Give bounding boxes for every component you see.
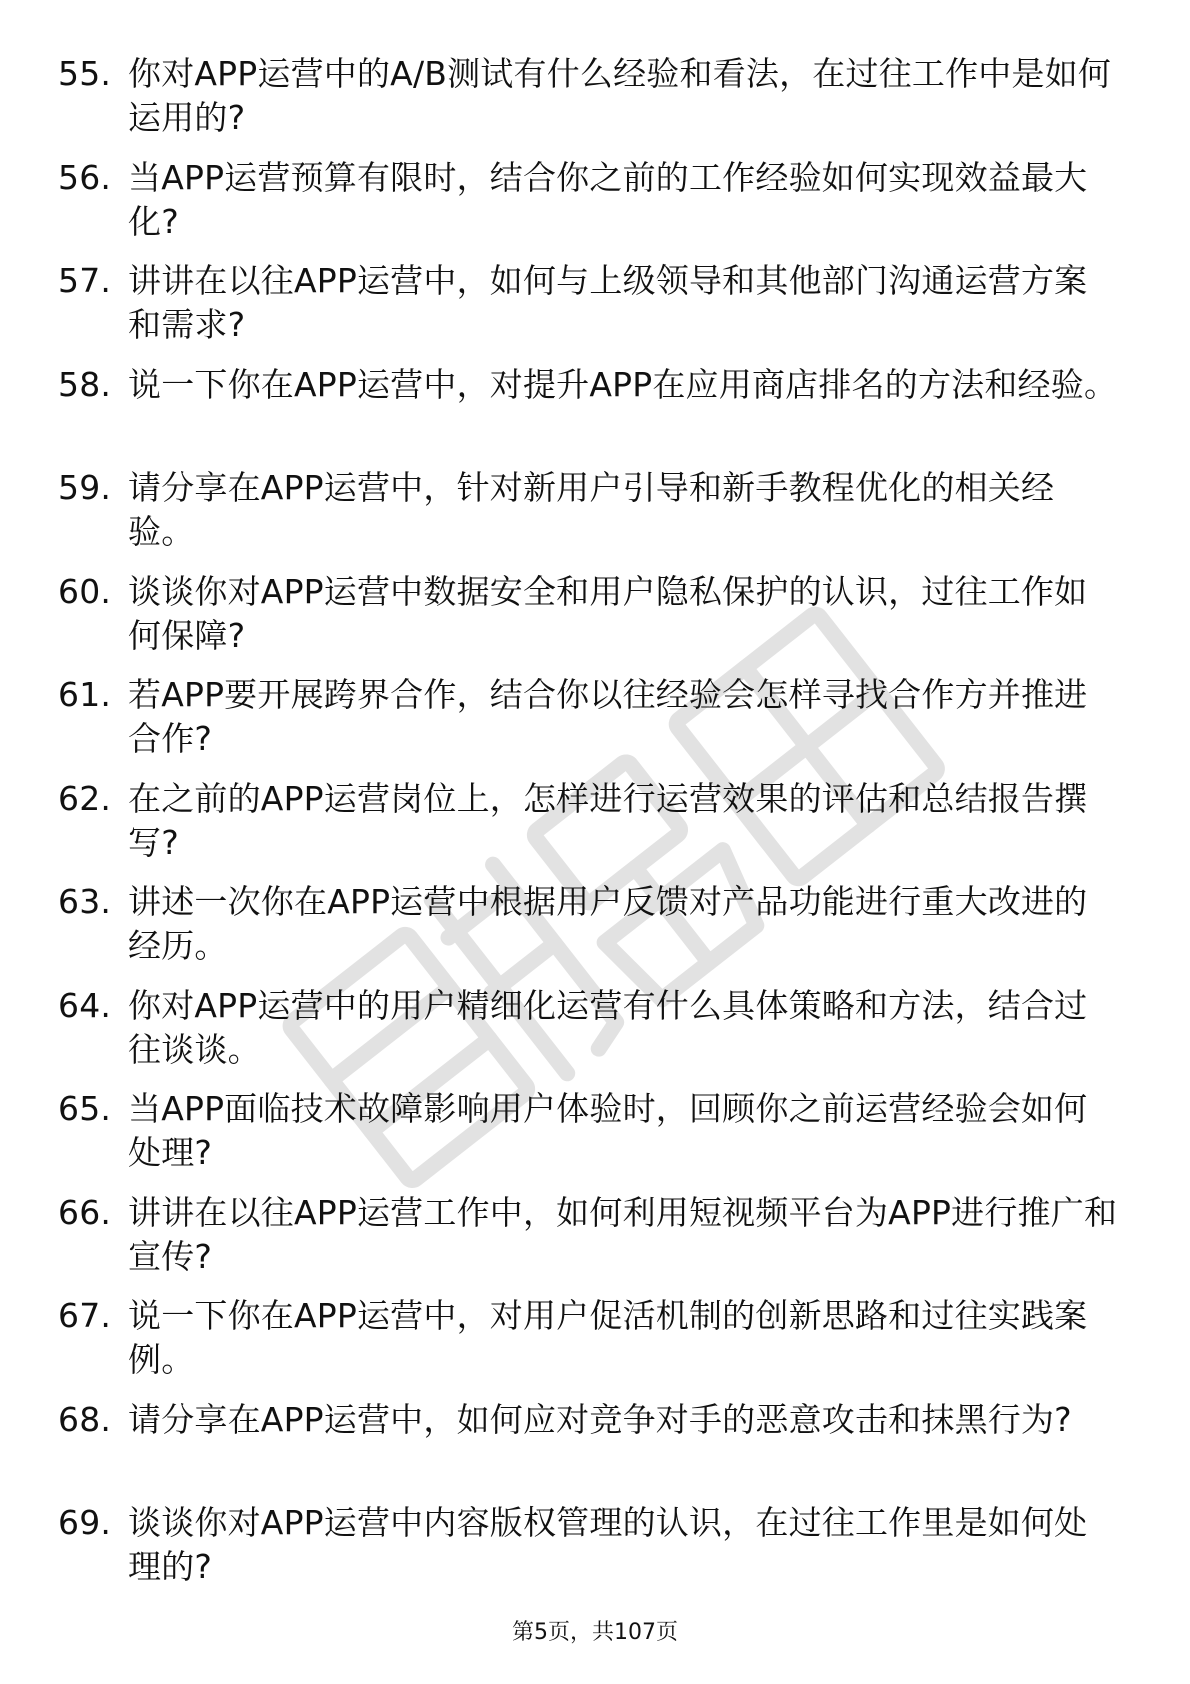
question-text: 讲述一次你在APP运营中根据用户反馈对产品功能进行重大改进的经历。 (128, 882, 1088, 965)
question-number: 66. (58, 1192, 112, 1232)
question-item (58, 777, 1118, 865)
question-item (58, 1087, 1118, 1175)
question-item (58, 570, 1118, 658)
question-number: 60. (58, 571, 112, 611)
question-text: 请分享在APP运营中，如何应对竞争对手的恶意攻击和抹黑行为? (128, 1399, 1072, 1439)
question-item (58, 363, 1118, 451)
question-item (58, 984, 1118, 1072)
question-item (58, 466, 1118, 554)
question-item (58, 673, 1118, 761)
question-list (58, 52, 1118, 1605)
question-item (58, 1294, 1118, 1382)
question-number: 59. (58, 468, 112, 507)
page-footer: 第5页，共107页 (512, 1620, 678, 1645)
question-text: 谈谈你对APP运营中数据安全和用户隐私保护的认识，过往工作如何保障? (128, 571, 1088, 655)
question-item (58, 880, 1118, 968)
question-item (58, 156, 1118, 244)
question-text: 说一下你在APP运营中，对用户促活机制的创新思路和过往实践案例。 (128, 1296, 1088, 1379)
question-number: 62. (58, 778, 112, 818)
question-text: 当APP运营预算有限时，结合你之前的工作经验如何实现效益最大化? (128, 157, 1088, 241)
question-number: 61. (58, 675, 112, 714)
question-text: 谈谈你对APP运营中内容版权管理的认识，在过往工作里是如何处理的? (128, 1503, 1088, 1586)
question-number: 65. (58, 1089, 112, 1128)
question-number: 57. (58, 261, 112, 300)
question-text: 说一下你在APP运营中，对提升APP在应用商店排名的方法和经验。 (128, 364, 1118, 404)
question-number: 56. (58, 157, 112, 197)
question-number: 64. (58, 985, 112, 1025)
question-number: 63. (58, 882, 112, 921)
question-text: 你对APP运营中的A/B测试有什么经验和看法，在过往工作中是如何运用的? (128, 54, 1112, 137)
question-text: 在之前的APP运营岗位上，怎样进行运营效果的评估和总结报告撰写? (128, 778, 1088, 862)
question-text: 讲讲在以往APP运营工作中，如何利用短视频平台为APP进行推广和宣传? (128, 1192, 1118, 1276)
question-number: 55. (58, 54, 112, 93)
question-number: 67. (58, 1296, 112, 1335)
question-number: 68. (58, 1399, 112, 1439)
question-text: 你对APP运营中的用户精细化运营有什么具体策略和方法，结合过往谈谈。 (128, 985, 1088, 1069)
question-number: 69. (58, 1503, 112, 1542)
question-text: 请分享在APP运营中，针对新用户引导和新手教程优化的相关经验。 (128, 468, 1055, 551)
question-number: 58. (58, 364, 112, 404)
question-item (58, 1191, 1118, 1279)
question-item (58, 1398, 1118, 1486)
question-text: 当APP面临技术故障影响用户体验时，回顾你之前运营经验会如何处理? (128, 1089, 1088, 1172)
question-text: 若APP要开展跨界合作，结合你以往经验会怎样寻找合作方并推进合作? (128, 675, 1088, 758)
question-item (58, 1501, 1118, 1589)
question-item (58, 259, 1118, 347)
question-item (58, 52, 1118, 140)
question-text: 讲讲在以往APP运营中，如何与上级领导和其他部门沟通运营方案和需求? (128, 261, 1088, 344)
